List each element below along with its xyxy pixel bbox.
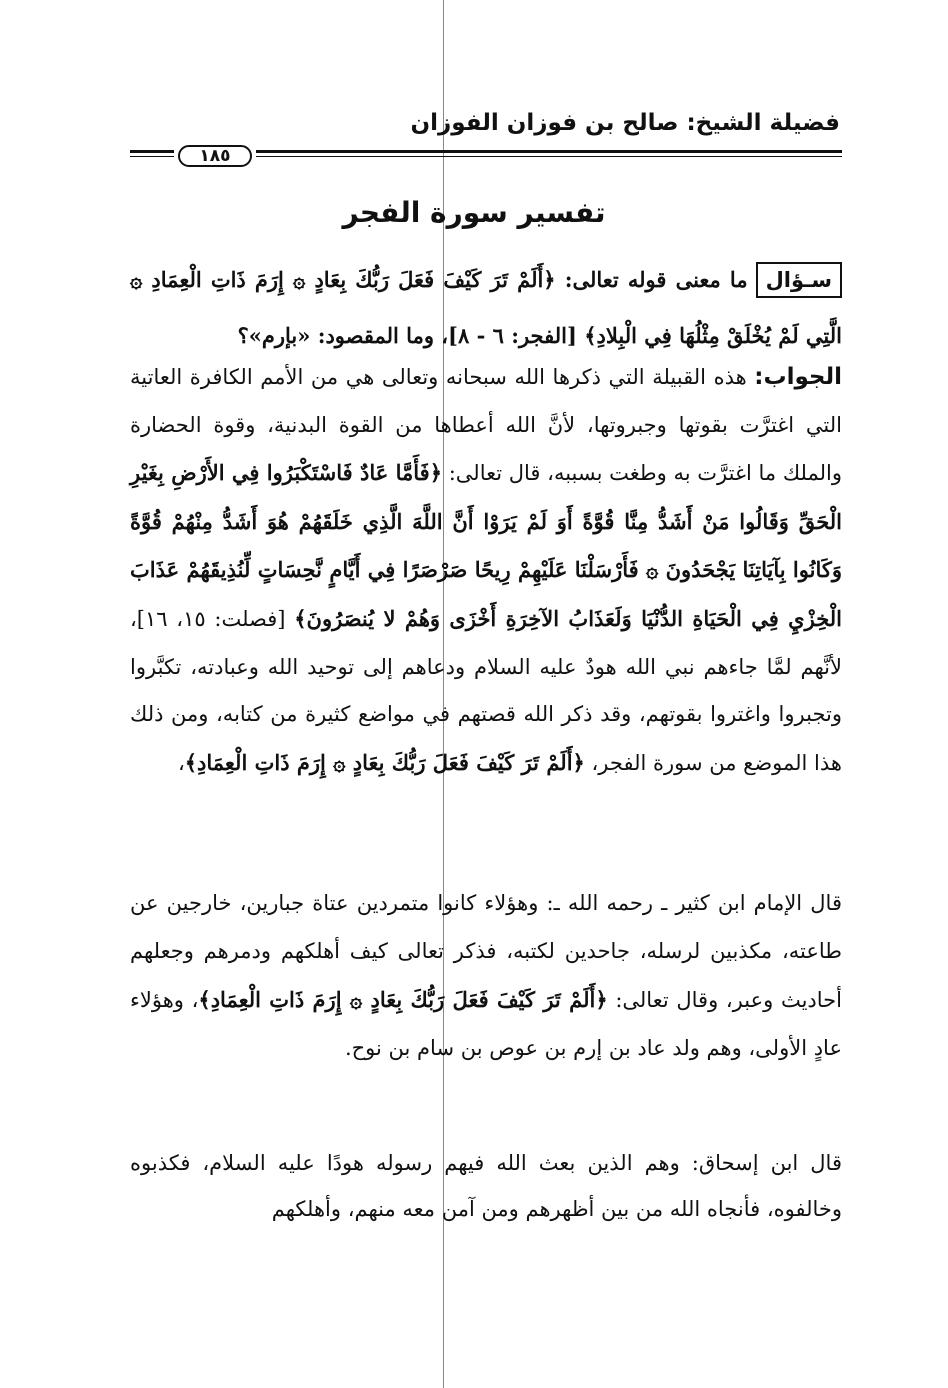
ibn-kathir-text-a: قال الإمام ابن كثير ـ رحمه الله ـ: وهؤلاء كانوا متمردين عتاة جبارين، خارجين عن طاعته، مكذبين لرسله، جاحدين لكتبه، فذكر تعالى كيف أهلكهم ودمرهم وجعلهم أحاديث وعبر، وقال تعالى:	[130, 891, 842, 1012]
rule-right-thin	[256, 156, 842, 157]
ibn-ishaq-paragraph	[130, 1140, 842, 1232]
running-header-title: فضيلة الشيخ: صالح بن فوزان الفوزان	[410, 110, 840, 136]
answer-label: الجواب:	[754, 364, 842, 390]
quran-verse-fajr: ﴿أَلَمْ تَرَ كَيْفَ فَعَلَ رَبُّكَ بِعَادٍ ۞ إِرَمَ ذَاتِ الْعِمَادِ﴾	[184, 749, 585, 775]
ibn-kathir-text-b: ، وهؤلاء عادٍ الأولى، وهم ولد عاد بن إرم بن عوص بن سام بن نوح.	[130, 987, 842, 1061]
answer-text-c: ،	[177, 750, 185, 775]
ibn-kathir-paragraph	[130, 879, 842, 1073]
question-label-box: سـؤال	[756, 262, 842, 298]
answer-text-a: هذه القبيلة التي ذكرها الله سبحانه وتعالى هي من الأمم الكافرة العاتية التي اغترَّت بقوتها وجبروتها، لأنَّ الله أعطاها من القوة البدنية، وقوة الحضارة والملك ما اغترَّت به وطغت بسببه، قال تعالى:	[130, 365, 842, 486]
question-text: ما معنى قوله تعالى: ﴿أَلَمْ تَرَ كَيْفَ فَعَلَ رَبُّكَ بِعَادٍ ۞ إِرَمَ ذَاتِ الْعِمَادِ ۞ الَّتِي لَمْ يُخْلَقْ مِثْلُهَا فِي الْبِلادِ﴾ [الفجر: ٦ - ٨]، وما المقصود: «بإرم»؟	[130, 267, 842, 348]
rule-left-thin	[130, 156, 174, 157]
chapter-title: تفسير سورة الفجر	[342, 196, 606, 229]
header-rule	[130, 145, 842, 167]
rule-right-thick	[256, 150, 842, 153]
ibn-ishaq-text: قال ابن إسحاق: وهم الذين بعث الله فيهم رسوله هودًا عليه السلام، فكذبوه وخالفوه، فأنجاه الله من بين أظهرهم ومن آمن معه منهم، وأهلكهم	[130, 1151, 842, 1221]
answer-paragraph	[130, 354, 842, 787]
rule-left-thick	[130, 150, 174, 153]
quran-verse-fussilat: ﴿فَأَمَّا عَادٌ فَاسْتَكْبَرُوا فِي الأَرْضِ بِغَيْرِ الْحَقِّ وَقَالُوا مَنْ أَشَدُّ مِنَّا قُوَّةً أَوَ لَمْ يَرَوْا أَنَّ اللَّهَ الَّذِي خَلَقَهُمْ هُوَ أَشَدُّ مِنْهُمْ قُوَّةً وَكَانُوا بِآيَاتِنَا يَجْحَدُونَ ۞ فَأَرْسَلْنَا عَلَيْهِمْ رِيحًا صَرْصَرًا فِي أَيَّامٍ نَّحِسَاتٍ لِّنُذِيقَهُمْ عَذَابَ الْخِزْيِ فِي الْحَيَاةِ الدُّنْيَا وَلَعَذَابُ الآخِرَةِ أَخْزَى وَهُمْ لا يُنصَرُونَ﴾	[130, 460, 842, 631]
answer-text-b: [فصلت: ١٥، ١٦]، لأنَّهم لمَّا جاءهم نبي الله هودٌ عليه السلام ودعاهم إلى توحيد الله وعبادته، تكبَّروا وتجبروا واغتروا بقوتهم، وقد ذكر الله قصتهم في مواضع كثيرة من كتابه، ومن ذلك هذا الموضع من سورة الفجر،	[130, 606, 842, 775]
page-number: ١٨٥	[178, 145, 252, 167]
quran-verse-fajr-2: ﴿أَلَمْ تَرَ كَيْفَ فَعَلَ رَبُّكَ بِعَادٍ ۞ إِرَمَ ذَاتِ الْعِمَادِ﴾	[198, 986, 608, 1012]
question-paragraph	[130, 252, 842, 364]
